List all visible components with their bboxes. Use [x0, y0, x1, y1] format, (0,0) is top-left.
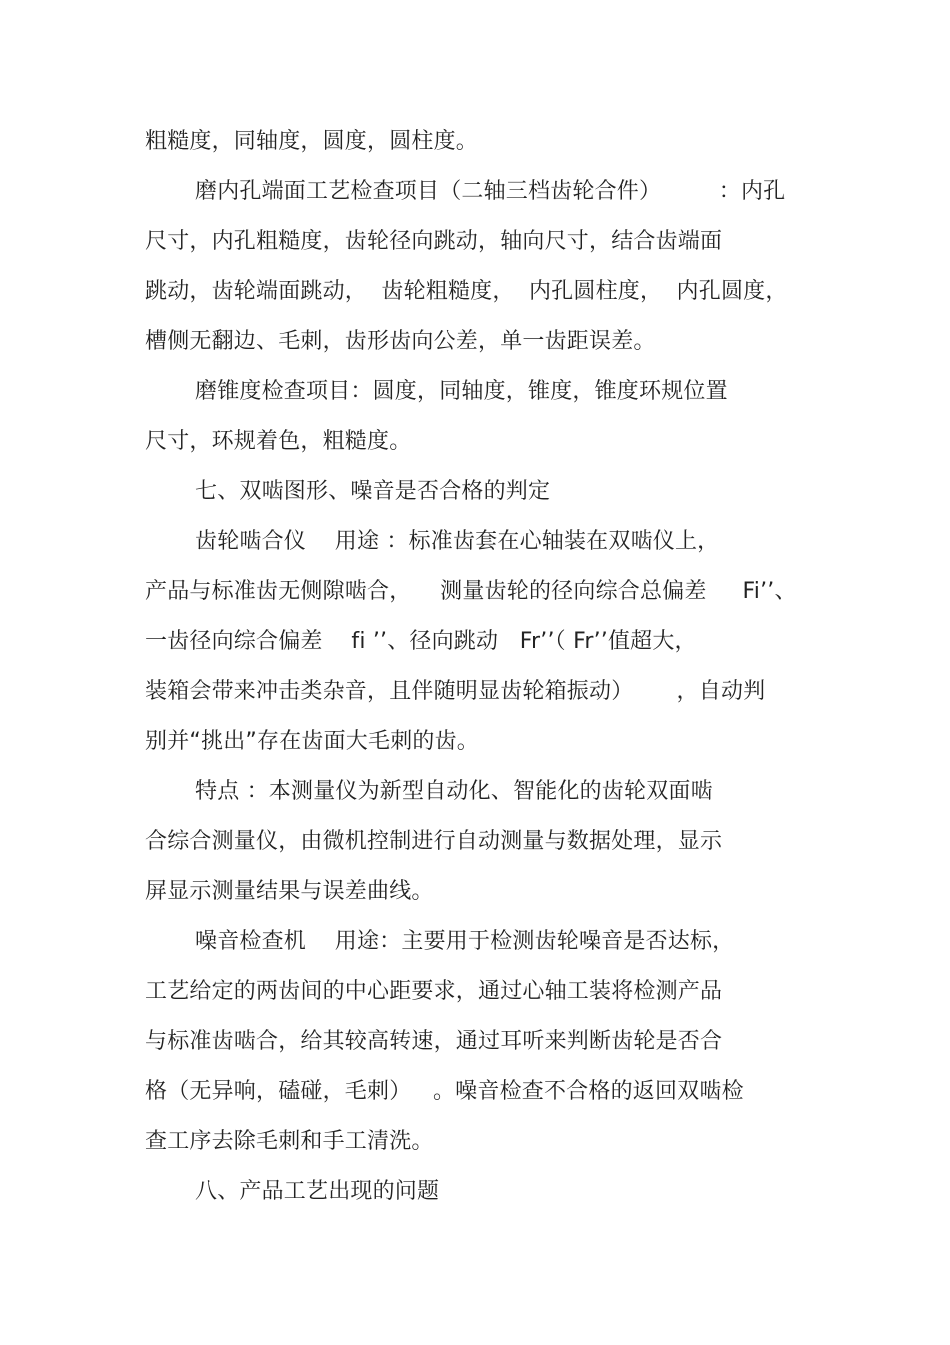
text-line-1: 粗糙度，同轴度，圆度，圆柱度。	[145, 129, 479, 154]
text-line-7: 尺寸，环规着色，粗糙度。	[145, 429, 412, 454]
text-line-16: 屏显示测量结果与误差曲线。	[145, 879, 434, 904]
text-line-5: 槽侧无翻边、毛刺，齿形齿向公差，单一齿距误差。	[145, 329, 656, 354]
text-line-9: 齿轮啮合仪 用途 ：标准齿套在心轴装在双啮仪上，	[195, 529, 720, 554]
text-line-12: 装箱会带来冲击类杂音，且伴随明显齿轮箱振动） ，自动判	[145, 679, 766, 704]
text-line-19: 与标准齿啮合，给其较高转速，通过耳听来判断齿轮是否合	[145, 1029, 723, 1054]
text-line-6: 磨锥度检查项目：圆度，同轴度，锥度，锥度环规位置	[195, 379, 728, 404]
text-line-10: 产品与标准齿无侧隙啮合， 测量齿轮的径向综合总偏差 Fi’’、	[145, 579, 797, 604]
text-line-13: 别并“挑出”存在齿面大毛刺的齿。	[145, 729, 479, 754]
text-line-21: 查工序去除毛刺和手工清洗。	[145, 1129, 434, 1154]
text-line-15: 合综合测量仪，由微机控制进行自动测量与数据处理，显示	[145, 829, 723, 854]
text-line-2: 磨内孔端面工艺检查项目（二轴三档齿轮合件） ：内孔	[195, 179, 786, 204]
text-line-3: 尺寸，内孔粗糙度，齿轮径向跳动，轴向尺寸，结合齿端面	[145, 229, 723, 254]
text-line-11: 一齿径向综合偏差 fi ’’、径向跳动 Fr’’（ Fr’’值超大，	[145, 629, 697, 654]
text-line-14: 特点 ：本测量仪为新型自动化、智能化的齿轮双面啮	[195, 779, 713, 804]
text-line-17: 噪音检查机 用途：主要用于检测齿轮噪音是否达标，	[195, 929, 735, 954]
text-line-18: 工艺给定的两齿间的中心距要求，通过心轴工装将检测产品	[145, 979, 723, 1004]
section-heading-7: 七、双啮图形、噪音是否合格的判定	[195, 479, 551, 504]
text-line-20: 格（无异响，磕碰，毛刺） 。噪音检查不合格的返回双啮检	[145, 1079, 744, 1104]
section-heading-8: 八、产品工艺出现的问题	[195, 1179, 440, 1204]
text-line-4: 跳动，齿轮端面跳动， 齿轮粗糙度， 内孔圆柱度， 内孔圆度，	[145, 279, 788, 304]
